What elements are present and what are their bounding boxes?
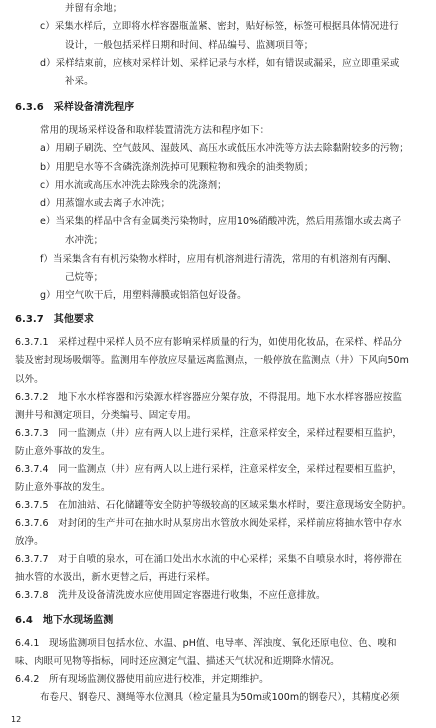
text-line: c）用水流或高压水冲洗去除残余的洗涤剂； (40, 180, 227, 191)
text-line: 6.3.7.2 地下水水样容器和污染源水样容器应分架存放，不得混用。地下水水样容器应按监 (15, 392, 402, 403)
text-line: 6.4.1 现场监测项目包括水位、水温、pH值、电导率、浑浊度、氧化还原电位、色、嗅和 (15, 638, 397, 649)
section-heading: 6.3.7 其他要求 (15, 314, 94, 325)
text-line: 以外。 (15, 374, 44, 385)
text-line: 装及密封现场吸烟等。监测用车停放应尽量远离监测点，一般停放在监测点（井）下风向50m (15, 355, 409, 366)
text-line: 6.3.7.4 同一监测点（井）应有两人以上进行采样，注意采样安全，采样过程要相互监护， (15, 464, 402, 475)
text-line: 味、肉眼可见物等指标，同时还应测定气温、描述天气状况和近期降水情况。 (15, 656, 340, 667)
text-line: 6.3.7.5 在加油站、石化储罐等安全防护等级较高的区域采集水样时，要注意现场安全防护。 (15, 500, 412, 511)
text-line: 并留有余地； (65, 3, 123, 14)
text-line: d）用蒸馏水或去离子水冲洗； (40, 198, 171, 209)
text-line: 6.3.7.6 对封闭的生产井可在抽水时从泵房出水管放水阀处采样，采样前应将抽水管中存水 (15, 518, 402, 529)
text-line: 防止意外事故的发生。 (15, 482, 111, 493)
text-line: b）用肥皂水等不含磷洗涤剂洗掉可见颗粒物和残余的油类物质； (40, 162, 314, 173)
page-number: 12 (11, 715, 22, 724)
text-line: 测井号和测定项目，分类编号、固定专用。 (15, 410, 197, 421)
text-line: 设计，一般包括采样日期和时间、样品编号、监测项目等； (65, 40, 314, 51)
text-line: 常用的现场采样设备和取样装置清洗方法和程序如下： (40, 125, 270, 136)
text-line: 防止意外事故的发生。 (15, 446, 111, 457)
text-line: 己烷等； (65, 272, 104, 283)
text-line: 放净。 (15, 536, 44, 547)
text-line: 6.3.7.8 洗井及设备清洗废水应使用固定容器进行收集，不应任意排放。 (15, 590, 326, 601)
text-line: d）采样结束前，应核对采样计划、采样记录与水样，如有错误或漏采，应立即重采或 (40, 58, 400, 69)
text-line: 6.3.7.7 对于自喷的泉水，可在涌口处出水水流的中心采样；采集不自喷泉水时，将停滞在 (15, 554, 402, 565)
text-line: 6.4.2 所有现场监测仪器使用前应进行校准，并定期维护。 (15, 674, 269, 685)
section-heading: 6.4 地下水现场监测 (15, 615, 114, 626)
text-line: g）用空气吹干后，用塑料薄膜或铝箔包好设备。 (40, 290, 247, 301)
text-line: f）当采集含有有机污染物水样时，应用有机溶剂进行清洗，常用的有机溶剂有丙酮、 (40, 254, 397, 265)
text-line: 6.3.7.3 同一监测点（井）应有两人以上进行采样，注意采样安全，采样过程要相互监护， (15, 428, 402, 439)
text-line: 补采。 (65, 76, 94, 87)
text-line: c）采集水样后，立即将水样容器瓶盖紧、密封，贴好标签，标签可根据具体情况进行 (40, 21, 399, 32)
text-line: a）用刷子刷洗、空气鼓风、湿鼓风、高压水或低压水冲洗等方法去除黏附较多的污物； (40, 143, 409, 154)
section-heading: 6.3.6 采样设备清洗程序 (15, 102, 135, 113)
text-line: 水冲洗； (65, 235, 104, 246)
text-line: 布卷尺、钢卷尺、测绳等水位测具（检定量具为50m或100m的钢卷尺），其精度必须 (40, 692, 400, 703)
text-line: 抽水管的水汲出，新水更替之后，再进行采样。 (15, 572, 216, 583)
text-line: e）当采集的样品中含有金属类污染物时，应用10%硝酸冲洗，然后用蒸馏水或去离子 (40, 216, 402, 227)
text-line: 6.3.7.1 采样过程中采样人员不应有影响采样质量的行为，如使用化妆品，在采样、样品分 (15, 337, 402, 348)
